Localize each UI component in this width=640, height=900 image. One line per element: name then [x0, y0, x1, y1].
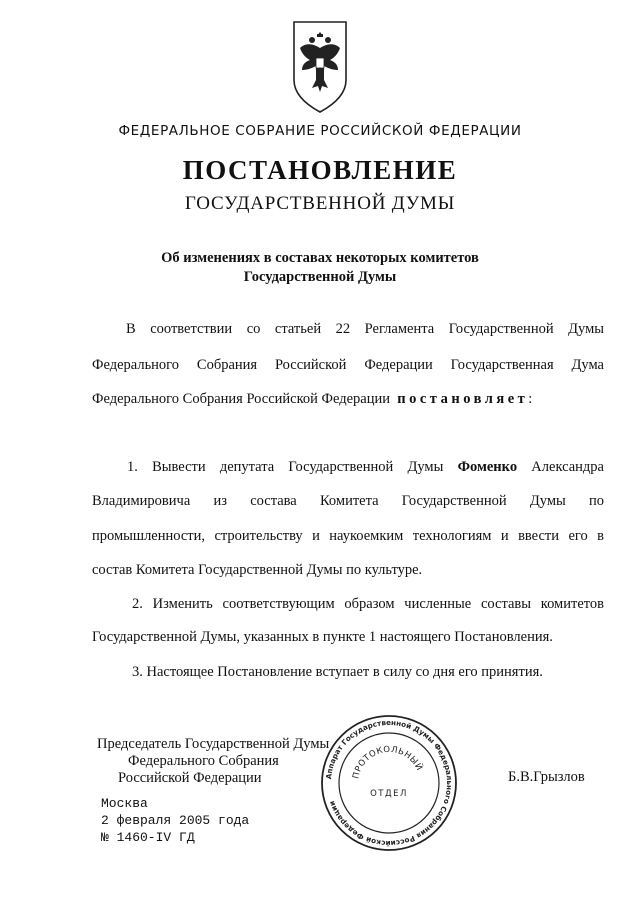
item-1-text: 1. Вывести депутата Государственной Думы: [127, 459, 444, 475]
official-stamp: [318, 712, 460, 854]
subject-line-1: Об изменениях в составах некоторых комитетов: [161, 250, 479, 266]
item-1-line-1: [127, 458, 604, 476]
signatory-title-1: Председатель Государственной Думы: [97, 736, 330, 752]
stamp-center-text: ОТДЕЛ: [370, 789, 408, 799]
deputy-name: Фоменко: [457, 459, 518, 475]
svg-text:Аппарат Государственной Думы Ф: [324, 718, 454, 848]
preamble-line-3: [92, 390, 604, 408]
preamble-line-1: В соответствии со статьей 22 Регламента Государственной Думы: [126, 321, 604, 337]
stamp-outer-text: Аппарат Государственной Думы Федерального Собрания Российской Федерации: [324, 717, 455, 849]
document-type-title: ПОСТАНОВЛЕНИЕ: [182, 155, 458, 185]
city: Москва: [101, 796, 148, 811]
item-1-line-3: промышленности, строительству и наукоемким технологиям и ввести его в: [92, 528, 604, 544]
parliament-name: ФЕДЕРАЛЬНОЕ СОБРАНИЕ РОССИЙСКОЙ ФЕДЕРАЦИИ: [118, 123, 522, 139]
coat-of-arms-icon: [288, 18, 352, 114]
date: 2 февраля 2005 года: [101, 813, 250, 828]
signatory-title-2: Федерального Собрания: [128, 753, 279, 769]
item-2-line-2: Государственной Думы, указанных в пункте 1 настоящего Постановления.: [92, 629, 553, 645]
preamble-line-2: Федерального Собрания Российской Федерации Государственная Дума: [92, 357, 604, 373]
subject-line-2: Государственной Думы: [243, 269, 397, 285]
item-1-line-2: Владимировича из состава Комитета Государственной Думы по: [92, 493, 604, 509]
item-3-line-1: 3. Настоящее Постановление вступает в силу со дня его принятия.: [132, 664, 543, 680]
item-1-text-cont: Александра: [531, 459, 604, 475]
signatory-title-3: Российской Федерации: [118, 770, 262, 786]
preamble-colon: :: [528, 391, 533, 407]
item-2-line-1: 2. Изменить соответствующим образом численные составы комитетов: [132, 596, 604, 612]
resolves-word: постановляет: [397, 391, 529, 407]
document-number: № 1460-IV ГД: [101, 830, 195, 845]
stamp-inner-text: ПРОТОКОЛЬНЫЙ: [351, 744, 425, 780]
item-1-line-4: состав Комитета Государственной Думы по культуре.: [92, 562, 423, 578]
preamble-line-3-text: Федерального Собрания Российской Федерации: [92, 391, 391, 407]
svg-text:ПРОТОКОЛЬНЫЙ: [351, 745, 426, 780]
signatory-name: Б.В.Грызлов: [508, 769, 585, 785]
document-issuer: ГОСУДАРСТВЕННОЙ ДУМЫ: [184, 193, 456, 214]
